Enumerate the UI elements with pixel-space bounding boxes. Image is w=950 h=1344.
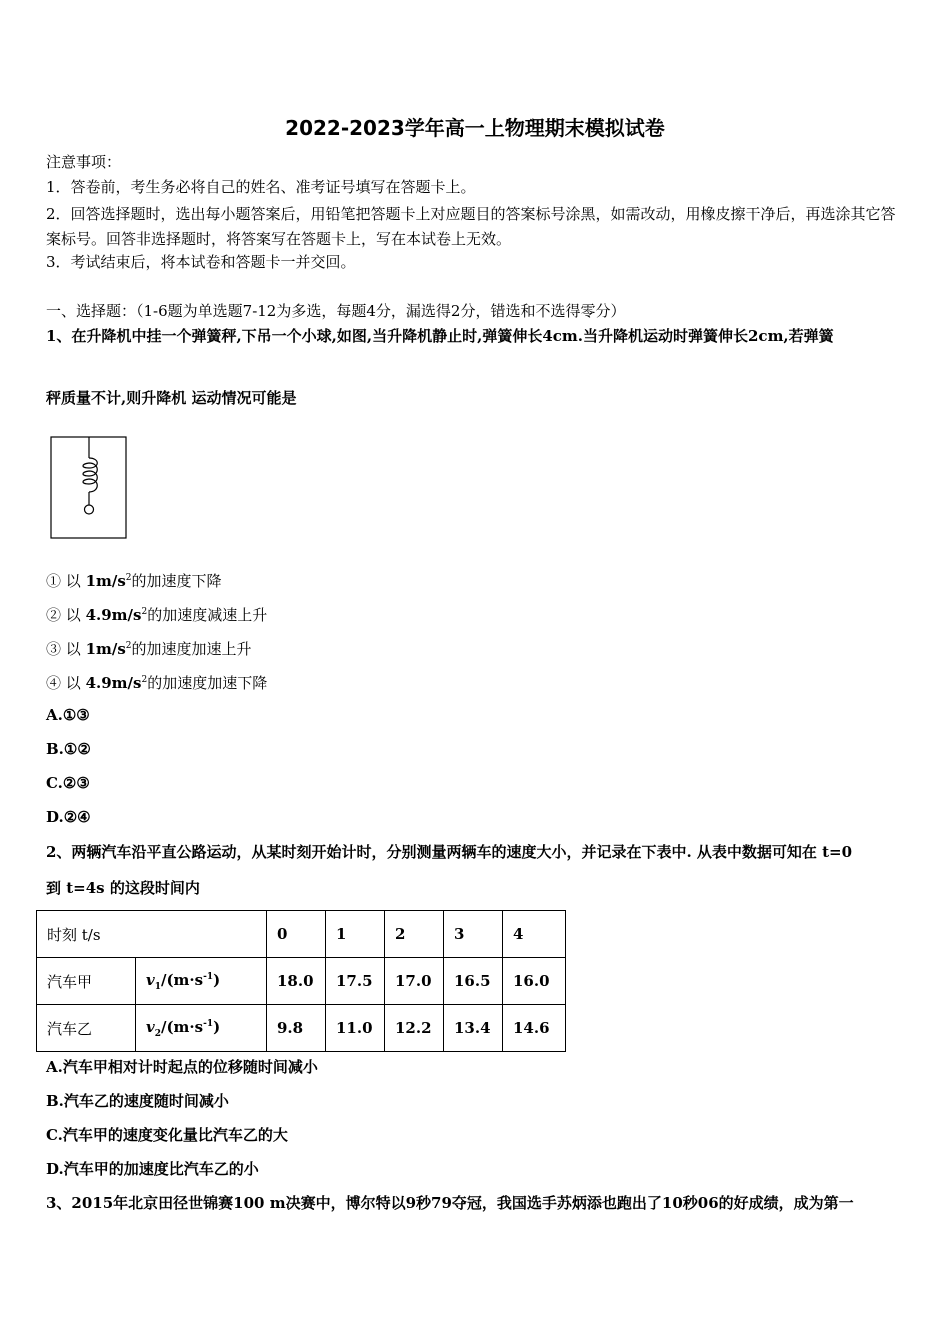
table-cell-time: 2 <box>385 911 444 958</box>
table-cell-time-label: 时刻 t/s <box>37 911 267 958</box>
elevator-spring-diagram <box>50 436 128 540</box>
page-title: 2022-2023学年高一上物理期末模拟试卷 <box>285 116 665 140</box>
table-row <box>37 1005 566 1052</box>
table-cell-car: 汽车乙 <box>37 1005 136 1052</box>
notice-item-1: 1．答卷前，考生务必将自己的姓名、准考证号填写在答题卡上。 <box>46 178 476 196</box>
q1-option-b: B.①② <box>46 740 91 758</box>
table-cell-value: 16.0 <box>503 958 566 1005</box>
table-cell-time: 3 <box>444 911 503 958</box>
q2-option-a: A.汽车甲相对计时起点的位移随时间减小 <box>46 1058 318 1076</box>
table-cell-time: 1 <box>326 911 385 958</box>
table-cell-time: 0 <box>267 911 326 958</box>
table-cell-car: 汽车甲 <box>37 958 136 1005</box>
q1-statement-2: ② 以 $4.9m/s^2$的加速度减速上升 <box>46 606 268 624</box>
table-header-row <box>37 911 566 958</box>
table-cell-value: 14.6 <box>503 1005 566 1052</box>
table-row <box>37 958 566 1005</box>
section-heading: 一、选择题：（1-6题为单选题7-12为多选，每题4分，漏选得2分，错选和不选得零分） <box>46 302 626 320</box>
q2-option-c: C.汽车甲的速度变化量比汽车乙的大 <box>46 1126 288 1144</box>
q2-stem-line2: 到 t=4s 的这段时间内 <box>46 879 200 897</box>
q1-option-d: D.②④ <box>46 808 91 826</box>
notice-heading: 注意事项： <box>46 153 122 171</box>
q1-statement-3: ③ 以 $1m/s^2$的加速度加速上升 <box>46 640 252 658</box>
notice-item-3: 3．考试结束后，将本试卷和答题卡一并交回。 <box>46 253 356 271</box>
table-cell-value: 17.0 <box>385 958 444 1005</box>
q1-stem-line2: 秤质量不计,则升降机 运动情况可能是 <box>46 389 297 407</box>
notice-item-2: 2．回答选择题时，选出每小题答案后，用铅笔把答题卡上对应题目的答案标号涂黑，如需改动，用橡皮擦干净后，再选涂其它答案标号。回答非选择题时，将答案写在答题卡上，写在本试卷上无效。 <box>46 205 896 248</box>
table-cell-value: 12.2 <box>385 1005 444 1052</box>
q1-option-a: A.①③ <box>46 706 90 724</box>
q2-stem-line1: 2、两辆汽车沿平直公路运动，从某时刻开始计时，分别测量两辆车的速度大小，并记录在下表中. 从表中数据可知在 t=0 <box>46 843 853 861</box>
q1-statement-1: ① 以 $1m/s^2$的加速度下降 <box>46 572 222 590</box>
velocity-table <box>36 910 566 1052</box>
q1-stem-line1: 1、在升降机中挂一个弹簧秤,下吊一个小球,如图,当升降机静止时,弹簧伸长4cm.当升降机运动时弹簧伸长2cm,若弹簧 <box>46 327 834 345</box>
table-cell-value: 17.5 <box>326 958 385 1005</box>
table-cell-value: 11.0 <box>326 1005 385 1052</box>
q1-option-c: C.②③ <box>46 774 90 792</box>
table-cell-time: 4 <box>503 911 566 958</box>
table-cell-value: 9.8 <box>267 1005 326 1052</box>
table-cell-value: 13.4 <box>444 1005 503 1052</box>
q1-statement-4: ④ 以 $4.9m/s^2$的加速度加速下降 <box>46 674 268 692</box>
table-cell-value: 16.5 <box>444 958 503 1005</box>
q2-option-b: B.汽车乙的速度随时间减小 <box>46 1092 229 1110</box>
table-cell-value: 18.0 <box>267 958 326 1005</box>
table-cell-quantity: $v_1/(m\cdot s^{-1})$ <box>136 958 267 1005</box>
q2-option-d: D.汽车甲的加速度比汽车乙的小 <box>46 1160 259 1178</box>
table-cell-quantity: $v_2/(m\cdot s^{-1})$ <box>136 1005 267 1052</box>
q3-stem-line1: 3、2015年北京田径世锦赛100 m决赛中，博尔特以9秒79夺冠，我国选手苏炳添也跑出了10秒06的好成绩，成为第一 <box>46 1194 854 1212</box>
